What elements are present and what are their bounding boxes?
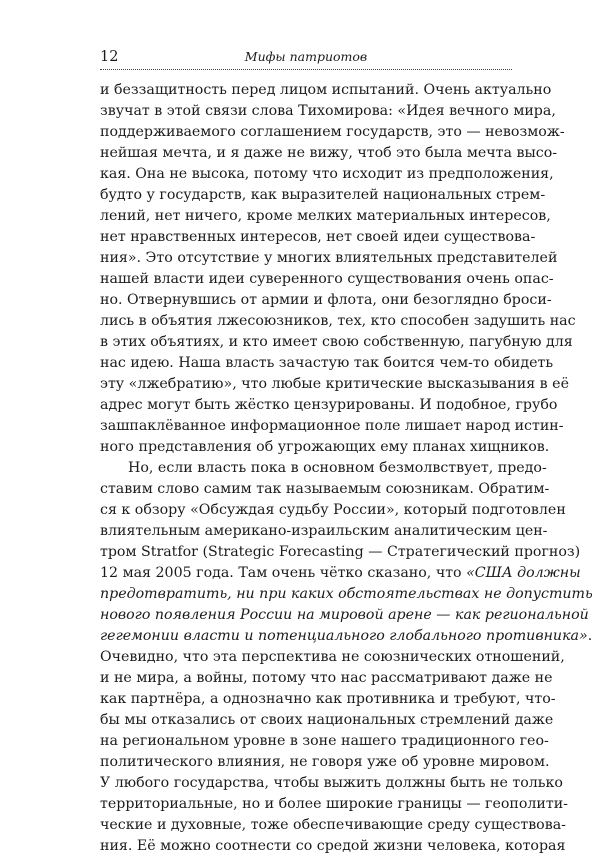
text-line (100, 815, 566, 836)
text-segment: бы мы отказались от своих национальных стремлений даже (100, 712, 554, 728)
text-line (100, 731, 549, 752)
text-segment: . (587, 628, 593, 644)
text-line (100, 290, 552, 311)
text-line (100, 143, 558, 164)
text-line (100, 479, 550, 500)
text-line (100, 500, 566, 521)
text-segment: территориальные, но и более широкие границы — геополити- (100, 796, 568, 812)
text-segment: адрес могут быть жёстко цензурированы. И подобное, грубо (100, 397, 558, 413)
text-line (100, 458, 547, 479)
text-line (100, 164, 554, 185)
text-segment: будто у государств, как выразителей национальных стрем- (100, 187, 546, 203)
text-line (100, 227, 536, 248)
running-title: Мифы патриотов (244, 49, 368, 64)
text-segment: и беззащитность перед лицом испытаний. Очень актуально (100, 82, 552, 98)
text-line (100, 773, 563, 794)
text-line (100, 521, 548, 542)
text-segment: ческие и духовные, тоже обеспечивающие среду существова- (100, 817, 566, 833)
text-line (100, 689, 556, 710)
text-segment: тром Stratfor (Strategic Forecasting — Стратегический прогноз) (100, 544, 581, 560)
text-segment: ния. Её можно соотнести со средой жизни человека, которая (100, 838, 566, 854)
text-line (100, 626, 593, 647)
italic-quote-segment: гегемонии власти и потенциального глобального противника» (100, 628, 588, 644)
text-line (100, 395, 558, 416)
text-segment: звучат в этой связи слова Тихомирова: «Идея вечного мира, (100, 103, 556, 119)
text-segment: нас идею. Наша власть зачастую так боится чем-то обидеть (100, 355, 554, 371)
text-segment: У любого государства, чтобы выжить должны быть не только (100, 775, 563, 791)
text-line (100, 248, 558, 269)
text-segment: кая. Она не высока, потому что исходит из предположения, (100, 166, 554, 182)
body-text (100, 80, 593, 857)
italic-quote-segment: нового появления России на мировой арене — как региональной (100, 607, 589, 623)
text-segment: Но, если власть пока в основном безмолвствует, предо- (128, 460, 547, 476)
paragraph (100, 458, 593, 857)
text-line (100, 437, 550, 458)
paragraph (100, 80, 576, 458)
text-segment: как партнёра, а однозначно как противника и требуют, что- (100, 691, 556, 707)
text-segment: Очевидно, что эта перспектива не союзнических отношений, (100, 649, 565, 665)
page-number: 12 (100, 49, 119, 65)
text-line (100, 563, 581, 584)
text-segment: и не мира, а войны, потому что нас рассматривают даже не (100, 670, 553, 686)
text-segment: эту «лжебратию», что любые критические высказывания в её (100, 376, 569, 392)
italic-quote-segment: «США должны (466, 565, 581, 581)
text-segment: на региональном уровне в зоне нашего традиционного гео- (100, 733, 549, 749)
text-segment: нашей власти идеи суверенного существования очень опас- (100, 271, 554, 287)
text-line (100, 647, 565, 668)
text-line (100, 605, 589, 626)
text-line (100, 794, 568, 815)
text-line (100, 752, 550, 773)
text-line (100, 584, 593, 605)
text-segment: ного представления об угрожающих ему планах хищников. (100, 439, 550, 455)
text-segment: но. Отвернувшись от армии и флота, они безоглядно броси- (100, 292, 552, 308)
text-segment: ставим слово самим так называемым союзникам. Обратим- (100, 481, 550, 497)
text-segment: 12 мая 2005 года. Там очень чётко сказано, что (100, 565, 467, 581)
text-line (100, 710, 554, 731)
text-segment: лись в объятия лжесоюзников, тех, кто способен задушить нас (100, 313, 576, 329)
text-line (100, 416, 564, 437)
text-segment: ся к обзору «Обсуждая судьбу России», который подготовлен (100, 502, 566, 518)
text-segment: в этих объятиях, и кто имеет свою собственную, пагубную для (100, 334, 573, 350)
text-line (100, 668, 553, 689)
text-line (100, 206, 551, 227)
text-line (100, 353, 554, 374)
header-rule (100, 69, 512, 70)
text-line (100, 80, 552, 101)
text-line (100, 122, 565, 143)
text-segment: нейшая мечта, и я даже не вижу, чтоб это была мечта высо- (100, 145, 558, 161)
italic-quote-segment: предотвратить, ни при каких обстоятельствах не допустить (100, 586, 593, 602)
text-line (100, 542, 581, 563)
text-segment: лений, нет ничего, кроме мелких материальных интересов, (100, 208, 551, 224)
text-line (100, 101, 556, 122)
text-line (100, 836, 566, 857)
text-line (100, 311, 576, 332)
text-segment: нет нравственных интересов, нет своей идеи существова- (100, 229, 536, 245)
text-line (100, 374, 569, 395)
text-line (100, 269, 554, 290)
running-header (100, 48, 512, 70)
text-segment: поддерживаемого соглашением государств, это — невозмож- (100, 124, 565, 140)
text-segment: влиятельным американо-израильским аналитическим цен- (100, 523, 548, 539)
text-segment: ния». Это отсутствие у многих влиятельных представителей (100, 250, 558, 266)
text-segment: зашпаклёванное информационное поле лишает народ истин- (100, 418, 564, 434)
text-line (100, 332, 573, 353)
text-line (100, 185, 546, 206)
text-segment: политического влияния, не говоря уже об уровне мировом. (100, 754, 550, 770)
